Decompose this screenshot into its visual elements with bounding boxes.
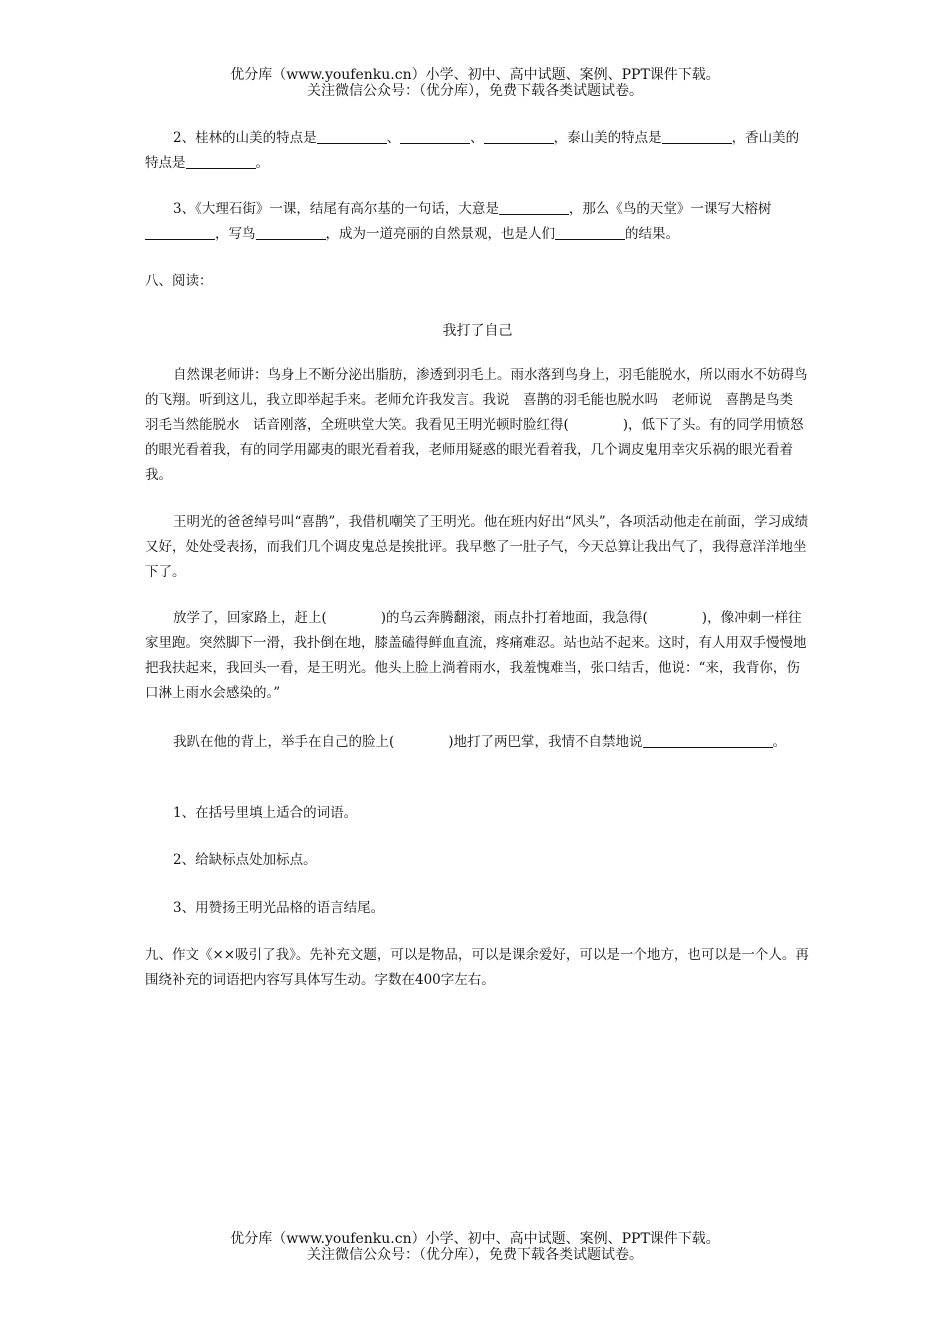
question-3-text-c: ，写鸟 [215,226,256,242]
question-3-text-e: 的结果。 [625,226,679,242]
reading-paragraph-4-text: 我趴在他的背上，举手在自己的脸上( )地打了两巴掌，我情不自禁地说 [173,734,643,750]
header-line-2: 关注微信公众号：（优分库），免费下载各类试题试卷。 [307,83,643,99]
answer-blank[interactable] [145,225,215,240]
section-8-heading: 八、阅读： [145,273,213,289]
reading-paragraph-1: 自然课老师讲：鸟身上不断分泌出脂肪，渗透到羽毛上。雨水落到鸟身上，羽毛能脱水，所以雨水不妨碍鸟的飞翔。听到这儿，我立即举起手来。老师允许我发言。我说 喜鹊的羽毛能也脱水吗 老师说 喜鹊是鸟类 羽毛当然能脱水 话音刚落，全班哄堂大笑。我看见王明光顿时脸红得( )，低下了头。有的同学用愤怒的眼光看着我，有的同学用鄙夷的眼光看着我，老师用疑惑的眼光看着我，几个调皮鬼用幸灾乐祸的眼光看着我。 [145,367,808,483]
question-2-text-a: 2、桂林的山美的特点是 [173,130,317,146]
question-2-text-c: ，香山美的特点是 [145,130,800,171]
page-footer [0,1231,950,1263]
task-1: 1、在括号里填上适合的词语。 [173,805,358,821]
page-header [0,67,950,99]
question-3 [145,197,810,247]
header-line-1: 优分库（www.youfenku.cn）小学、初中、高中试题、案例、PPT课件下载。 [230,67,720,83]
answer-blank[interactable] [400,129,470,144]
question-2 [145,126,810,176]
answer-blank[interactable] [662,129,732,144]
answer-blank[interactable] [256,225,326,240]
answer-blank[interactable] [484,129,554,144]
question-2-text-d: 。 [255,155,269,171]
task-2: 2、给缺标点处加标点。 [173,852,317,868]
question-3-text-a: 3、《大理石街》一课，结尾有高尔基的一句话，大意是 [173,201,499,217]
answer-blank[interactable] [555,225,625,240]
question-3-text-b: ，那么《鸟的天堂》一课写大榕树 [568,201,772,217]
question-3-text-d: ，成为一道亮丽的自然景观，也是人们 [325,226,555,242]
footer-line-2: 关注微信公众号：（优分库），免费下载各类试题试卷。 [307,1247,643,1263]
footer-line-1: 优分库（www.youfenku.cn）小学、初中、高中试题、案例、PPT课件下载。 [230,1231,720,1247]
answer-blank[interactable] [317,129,387,144]
answer-blank[interactable] [186,154,256,169]
reading-paragraph-2: 王明光的爸爸绰号叫“喜鹊”，我借机嘲笑了王明光。他在班内好出“风头”，各项活动他走在前面，学习成绩又好，处处受表扬，而我们几个调皮鬼总是挨批评。我早憋了一肚子气，今天总算让我出气了，我得意洋洋地坐下了。 [145,514,809,580]
reading-title: 我打了自己 [442,323,513,339]
question-2-sep-2: 、 [470,130,484,146]
answer-blank[interactable] [499,200,569,215]
answer-blank[interactable] [643,733,773,748]
reading-paragraph-4-end: 。 [772,734,787,750]
reading-paragraph-4 [145,730,810,755]
question-2-sep-1: 、 [386,130,401,146]
section-9-essay: 九、作文《××吸引了我》。先补充文题，可以是物品，可以是课余爱好，可以是一个地方，也可以是一个人。再围绕补充的词语把内容写具体写生动。字数在400字左右。 [145,947,809,988]
task-3: 3、用赞扬王明光品格的语言结尾。 [173,900,385,916]
question-2-text-b: ，泰山美的特点是 [553,130,662,146]
reading-paragraph-3: 放学了，回家路上，赶上( )的乌云奔腾翻滚，雨点扑打着地面，我急得( )，像冲刺一样往家里跑。突然脚下一滑，我扑倒在地，膝盖磕得鲜血直流，疼痛难忍。站也站不起来。这时，有人用双手慢慢地把我扶起来，我回头一看，是王明光。他头上脸上淌着雨水，我羞愧难当，张口结舌，他说：“来，我背你，伤口淋上雨水会感染的。” [145,610,807,701]
